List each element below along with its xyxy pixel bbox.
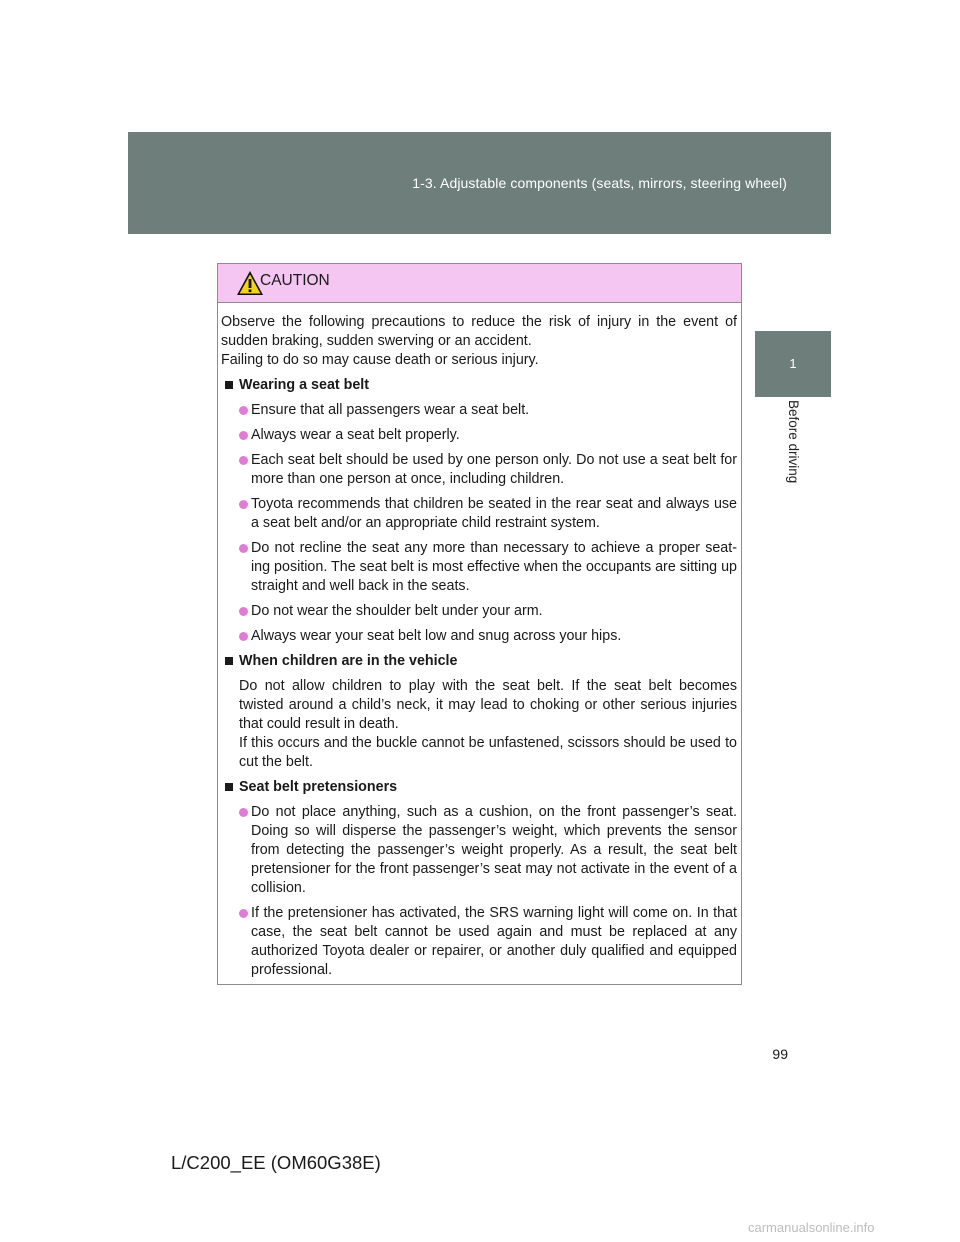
document-code: L/C200_EE (OM60G38E): [171, 1152, 381, 1173]
children-text: Do not allow children to play with the seat belt. If the seat belt becomes twisted around a child’s neck, it may lead to choking or other serious injuries that could result in death. If this occurs and the buckle cannot be unfastened, scissors should be used to cut the belt.: [239, 678, 737, 770]
intro-text-2: Failing to do so may cause death or serious injury.: [221, 352, 539, 368]
bullet-dot-icon: [239, 632, 248, 641]
square-bullet-icon: [225, 381, 233, 389]
bullet-dot-icon: [239, 607, 248, 616]
bullet-dot-icon: [239, 431, 248, 440]
intro-text: Observe the following precautions to reduce the risk of injury in the event of sudden braking, sudden swerving or an accident.: [221, 314, 737, 349]
section-heading-pretensioners: Seat belt pretensioners: [221, 778, 737, 797]
list-item: Ensure that all passengers wear a seat belt.: [221, 401, 737, 420]
list-item: Always wear your seat belt low and snug across your hips.: [221, 627, 737, 646]
bullet-dot-icon: [239, 406, 248, 415]
list-item: Do not wear the shoulder belt under your arm.: [221, 602, 737, 621]
list-item: Each seat belt should be used by one person only. Do not use a seat belt for more than one person at once, including children.: [221, 451, 737, 489]
caution-title: CAUTION: [260, 272, 330, 289]
caution-body: [218, 303, 741, 980]
bullet-dot-icon: [239, 500, 248, 509]
caution-header: [218, 264, 741, 303]
chapter-number: 1: [789, 356, 797, 371]
bullet-dot-icon: [239, 544, 248, 553]
list-item: Do not place anything, such as a cushion, on the front passenger’s seat. Doing so will disperse the passenger’s weight, which prevents the sensor from detecting the passenger’s weight properly. As a result, the seat belt pretensioner for the front passenger’s seat may not activate in the event of a collision.: [221, 803, 737, 898]
list-item: Toyota recommends that children be seated in the rear seat and always use a seat belt and/or an appropriate child restraint system.: [221, 495, 737, 533]
section-heading-children: When children are in the vehicle: [221, 652, 737, 671]
caution-box: [217, 263, 742, 985]
section-heading-wearing: Wearing a seat belt: [221, 376, 737, 395]
watermark: carmanualsonline.info: [748, 1220, 875, 1235]
list-item: Do not recline the seat any more than necessary to achieve a proper seat-ing position. The seat belt is most effective when the occupants are sitting up straight and well back in the seats.: [221, 539, 737, 596]
section-title: 1-3. Adjustable components (seats, mirrors, steering wheel): [412, 175, 787, 191]
list-item: If the pretensioner has activated, the SRS warning light will come on. In that case, the seat belt cannot be used again and must be replaced at any authorized Toyota dealer or repairer, or another duly qualified and equipped professional.: [221, 904, 737, 980]
bullet-dot-icon: [239, 909, 248, 918]
bullet-dot-icon: [239, 808, 248, 817]
page-number: 99: [772, 1046, 788, 1062]
square-bullet-icon: [225, 783, 233, 791]
square-bullet-icon: [225, 657, 233, 665]
chapter-label: Before driving: [786, 400, 801, 484]
list-item: Always wear a seat belt properly.: [221, 426, 737, 445]
bullet-dot-icon: [239, 456, 248, 465]
